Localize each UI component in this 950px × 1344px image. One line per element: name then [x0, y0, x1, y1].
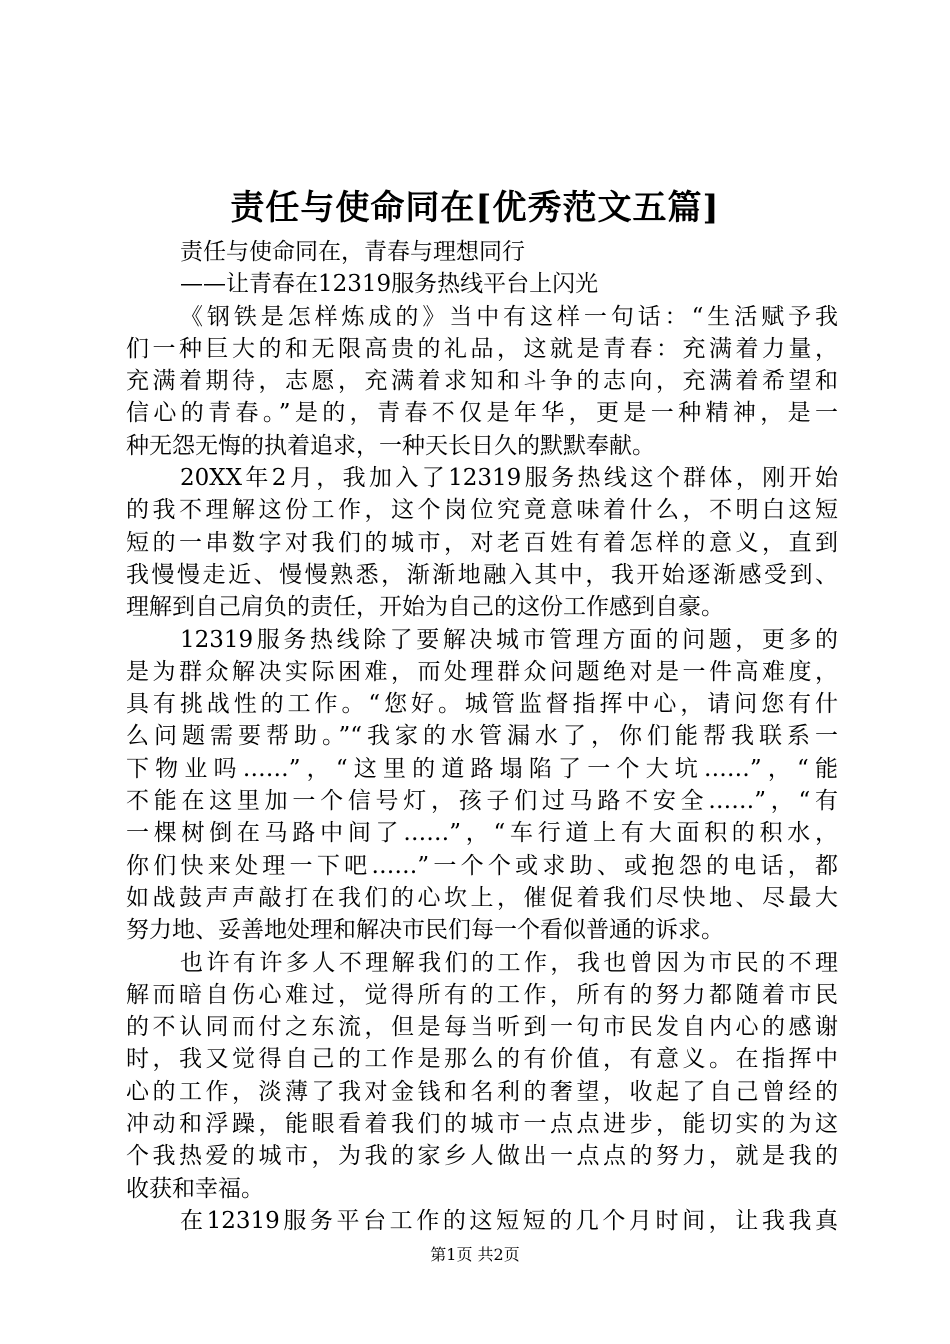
document-title: 责任与使命同在[优秀范文五篇]	[230, 188, 720, 228]
paragraph-4-line-1: 也许有许多人不理解我们的工作，我也曾因为市民的不理	[180, 949, 838, 976]
paragraph-4-line-3: 的不认同而付之东流，但是每当听到一句市民发自内心的感谢	[126, 1014, 838, 1041]
paragraph-4-line-6: 冲动和浮躁，能眼看着我们的城市一点点进步，能切实的为这	[126, 1111, 838, 1138]
document-body	[126, 236, 838, 1237]
paragraph-3-line-7: 一棵树倒在马路中间了……”，“车行道上有大面积的积水，	[126, 820, 838, 847]
paragraph-1-line-3: 充满着期待，志愿，充满着求知和斗争的志向，充满着希望和	[126, 368, 838, 395]
paragraph-4-line-2: 解而暗自伤心难过，觉得所有的工作，所有的努力都随着市民	[126, 981, 838, 1008]
paragraph-3-line-2: 是为群众解决实际困难，而处理群众问题绝对是一件高难度，	[126, 658, 838, 685]
paragraph-3-line-6: 不能在这里加一个信号灯，孩子们过马路不安全……”，“有	[126, 788, 838, 815]
paragraph-3-line-8: 你们快来处理一下吧……”一个个或求助、或抱怨的电话，都	[126, 852, 838, 879]
subtitle-line-1: 责任与使命同在，青春与理想同行	[180, 239, 525, 265]
paragraph-4-line-4: 时，我又觉得自己的工作是那么的有价值，有意义。在指挥中	[126, 1046, 838, 1073]
paragraph-3-line-1: 12319服务热线除了要解决城市管理方面的问题，更多的	[180, 626, 838, 653]
paragraph-3-line-4: 么问题需要帮助。”“我家的水管漏水了，你们能帮我联系一	[126, 723, 838, 750]
paragraph-2-line-5: 理解到自己肩负的责任，开始为自己的这份工作感到自豪。	[126, 594, 724, 621]
paragraph-1-line-1: 《钢铁是怎样炼成的》当中有这样一句话：“生活赋予我	[180, 303, 838, 330]
paragraph-4-line-7: 个我热爱的城市，为我的家乡人做出一点点的努力，就是我的	[126, 1143, 838, 1170]
paragraph-1-line-4: 信心的青春。”是的，青春不仅是年华，更是一种精神，是一	[126, 400, 838, 427]
paragraph-1-line-5: 种无怨无悔的执着追求，一种天长日久的默默奉献。	[126, 432, 655, 459]
paragraph-2-line-2: 的我不理解这份工作，这个岗位究竟意味着什么，不明白这短	[126, 497, 838, 524]
paragraph-2-line-1: 20XX年2月，我加入了12319服务热线这个群体，刚开始	[180, 465, 838, 492]
paragraph-3-line-5: 下物业吗……”，“这里的道路塌陷了一个大坑……”，“能	[126, 755, 838, 782]
paragraph-4-line-5: 心的工作，淡薄了我对金钱和名利的奢望，收起了自己曾经的	[126, 1078, 838, 1105]
page-number-footer: 第1页 共2页	[430, 1245, 520, 1264]
paragraph-5-line-1: 在12319服务平台工作的这短短的几个月时间，让我我真	[180, 1207, 838, 1234]
paragraph-1-line-2: 们一种巨大的和无限高贵的礼品，这就是青春：充满着力量，	[126, 335, 838, 362]
paragraph-4-line-8: 收获和幸福。	[126, 1175, 264, 1202]
subtitle-line-2: ——让青春在12319服务热线平台上闪光	[180, 271, 599, 298]
paragraph-3-line-10: 努力地、妥善地处理和解决市民们每一个看似普通的诉求。	[126, 917, 724, 944]
paragraph-3-line-9: 如战鼓声声敲打在我们的心坎上，催促着我们尽快地、尽最大	[126, 884, 838, 911]
paragraph-2-line-4: 我慢慢走近、慢慢熟悉，渐渐地融入其中，我开始逐渐感受到、	[126, 561, 838, 588]
paragraph-3-line-3: 具有挑战性的工作。“您好。城管监督指挥中心，请问您有什	[126, 691, 838, 718]
paragraph-2-line-3: 短的一串数字对我们的城市，对老百姓有着怎样的意义，直到	[126, 529, 838, 556]
